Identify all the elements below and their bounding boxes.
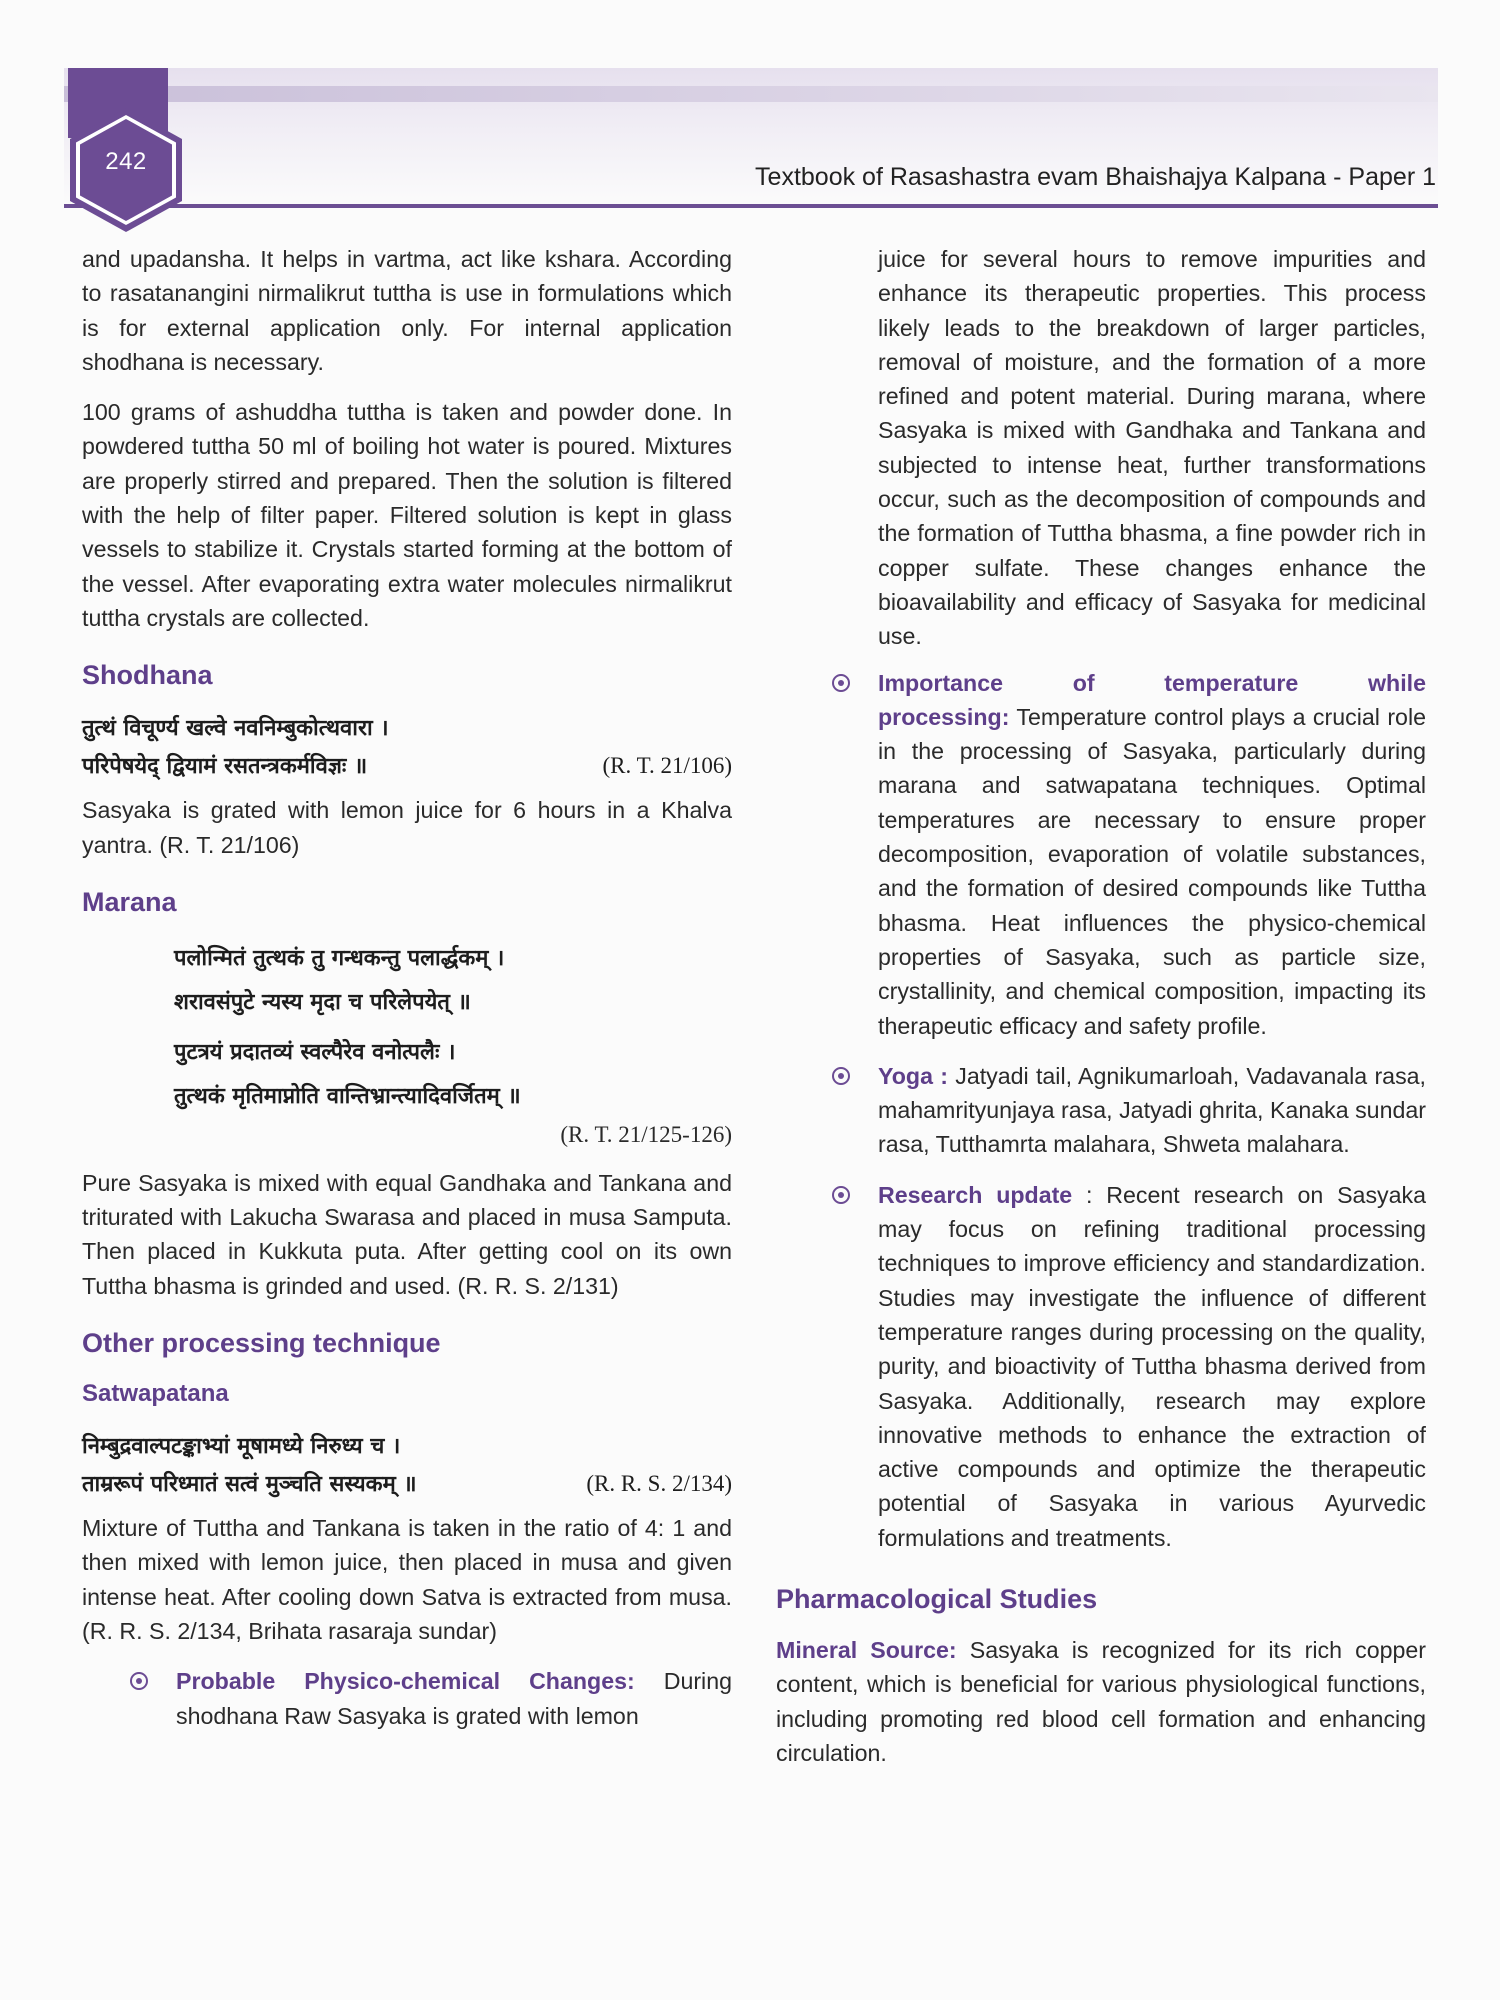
verse-reference: (R. T. 21/125-126) xyxy=(560,1121,732,1147)
bullet-research-update xyxy=(776,1178,1426,1555)
verse-reference: (R. R. S. 2/134) xyxy=(586,1471,732,1497)
page-number: 242 xyxy=(105,148,147,175)
paragraph xyxy=(776,1633,1426,1770)
paragraph-lead: Mineral Source: xyxy=(776,1636,957,1663)
left-column xyxy=(82,242,732,1749)
bullet-lead: Research update xyxy=(878,1181,1073,1208)
paragraph: and upadansha. It helps in vartma, act like kshara. According to rasatanangini nirmalikrut tuttha is use in formulations which is for external application only. For internal application shodhana is necessary. xyxy=(82,246,732,375)
paragraph: Mixture of Tuttha and Tankana is taken in the ratio of 4: 1 and then mixed with lemon juice, then placed in musa and given intense heat. After cooling down Satva is extracted from musa. (R. R. S. 2/134, Brihata rasaraja sundar) xyxy=(82,1515,732,1644)
bullet-lead-line xyxy=(878,666,1426,700)
verse-line-with-ref xyxy=(82,747,732,785)
section-heading-shodhana: Shodhana xyxy=(82,660,213,691)
sanskrit-verse xyxy=(82,709,732,785)
lead-word: Importance xyxy=(878,669,1003,696)
bullet-text: Jatyadi tail, Agnikumarloah, Vadavanala rasa, mahamrityunjaya rasa, Jatyadi ghrita, Kanaka sundar rasa, Tutthamrta malahara, Shweta malahara. xyxy=(878,1062,1427,1158)
circle-bullet-icon xyxy=(832,1186,850,1204)
lead-word: while xyxy=(1368,669,1426,696)
section-heading-other-processing: Other processing technique xyxy=(82,1328,441,1359)
running-title: Textbook of Rasashastra evam Bhaishajya Kalpana - Paper 1 xyxy=(755,163,1436,191)
page-number-badge xyxy=(70,108,182,232)
subsection-heading-satwapatana: Satwapatana xyxy=(82,1380,229,1408)
verse-reference: (R. T. 21/106) xyxy=(602,753,732,779)
header-rule xyxy=(64,204,1438,208)
verse-line: ताम्ररूपं परिध्मातं सत्वं मुञ्चति सस्यकम् ॥ xyxy=(82,1471,417,1498)
circle-bullet-icon xyxy=(130,1672,148,1690)
verse-line: पलोन्मितं तुत्थकं तु गन्धकन्तु पलार्द्धकम् । xyxy=(174,944,505,971)
bullet-importance-temperature xyxy=(776,666,1426,1043)
bullet-lead: Probable Physico-chemical Changes: xyxy=(176,1668,635,1695)
section-heading-marana: Marana xyxy=(82,886,177,917)
bullet-probable-changes xyxy=(126,1664,732,1733)
circle-bullet-icon xyxy=(832,1067,850,1085)
verse-line: तुत्थकं मृतिमाप्नोति वान्तिभ्रान्त्यादिवर्जितम् ॥ xyxy=(174,1082,521,1109)
verse-line: पुटत्रयं प्रदातव्यं स्वल्पैरेव वनोत्पलैः । xyxy=(174,1038,456,1065)
paragraph: Pure Sasyaka is mixed with equal Gandhaka and Tankana and triturated with Lakucha Swarasa and placed in musa Samputa. Then placed in Kukkuta puta. After getting cool on its own Tuttha bhasma is grinded and used. (R. R. S. 2/131) xyxy=(82,1169,732,1299)
right-column xyxy=(776,242,1426,1786)
bullet-text: : Recent research on Sasyaka may focus on refining traditional processing techniques to improve efficiency and standardization. Studies may investigate the influence of different temperature ranges during processing on the quality, purity, and bioactivity of Tuttha bhasma derived from Sasyaka. Additionally, research may explore innovative methods to enhance the extraction of active compounds and optimize the therapeutic potential of Sasyaka in various Ayurvedic formulations and treatments. xyxy=(878,1181,1427,1551)
verse-line: तुत्थं विचूर्ण्य खल्वे नवनिम्बुकोत्थवारा । xyxy=(82,715,389,742)
bullet-text: Temperature control plays a crucial role in the processing of Sasyaka, particularly during marana and satwapatana techniques. Optimal temperatures are necessary to ensure proper decomposition, evaporation of volatile substances, and the formation of desired compounds like Tuttha bhasma. Heat influences the physico-chemical properties of Sasyaka, such as particle size, crystallinity, and chemical composition, impacting its therapeutic efficacy and safety profile. xyxy=(878,703,1426,1039)
verse-line-with-ref xyxy=(82,1465,732,1503)
paragraph: 100 grams of ashuddha tuttha is taken and powder done. In powdered tuttha 50 ml of boiling hot water is poured. Mixtures are properly stirred and prepared. Then the solution is filtered with the help of filter paper. Filtered solution is kept in glass vessels to stabilize it. Crystals started forming at the bottom of the vessel. After evaporating extra water molecules nirmalikrut tuttha crystals are collected. xyxy=(82,399,732,631)
verse-line: शरावसंपुटे न्यस्य मृदा च परिलेपयेत् ॥ xyxy=(174,988,471,1015)
bullet-yoga xyxy=(776,1059,1426,1162)
bullet-lead: Yoga : xyxy=(878,1062,948,1089)
section-heading-pharmacological: Pharmacological Studies xyxy=(776,1583,1098,1614)
verse-line: परिपेषयेद् द्वियामं रसतन्त्रकर्मविज्ञः ॥ xyxy=(82,753,368,780)
bullet-lead: processing: xyxy=(878,703,1010,730)
sanskrit-verse xyxy=(82,936,732,1118)
lead-word: temperature xyxy=(1164,669,1299,696)
sanskrit-verse xyxy=(82,1427,732,1503)
header-bar xyxy=(64,86,1438,102)
circle-bullet-icon xyxy=(832,674,850,692)
lead-word: of xyxy=(1072,669,1095,696)
verse-line: निम्बुद्रवाल्पटङ्काभ्यां मूषामध्ये निरुध्य च । xyxy=(82,1433,401,1460)
bullet-text: During shodhana Raw Sasyaka is grated with lemon xyxy=(176,1668,733,1729)
paragraph-text: Sasyaka is recognized for its rich copper content, which is beneficial for various physiological functions, including promoting red blood cell formation and enhancing circulation. xyxy=(776,1636,1426,1766)
paragraph: juice for several hours to remove impurities and enhance its therapeutic properties. This process likely leads to the breakdown of larger particles, removal of moisture, and the formation of a more refined and potent material. During marana, where Sasyaka is mixed with Gandhaka and Tankana and subjected to intense heat, further transformations occur, such as the decomposition of compounds and the formation of Tuttha bhasma, a fine powder rich in copper sulfate. These changes enhance the bioavailability and efficacy of Sasyaka for medicinal use. xyxy=(878,246,1426,650)
paragraph: Sasyaka is grated with lemon juice for 6 hours in a Khalva yantra. (R. T. 21/106) xyxy=(82,797,732,858)
